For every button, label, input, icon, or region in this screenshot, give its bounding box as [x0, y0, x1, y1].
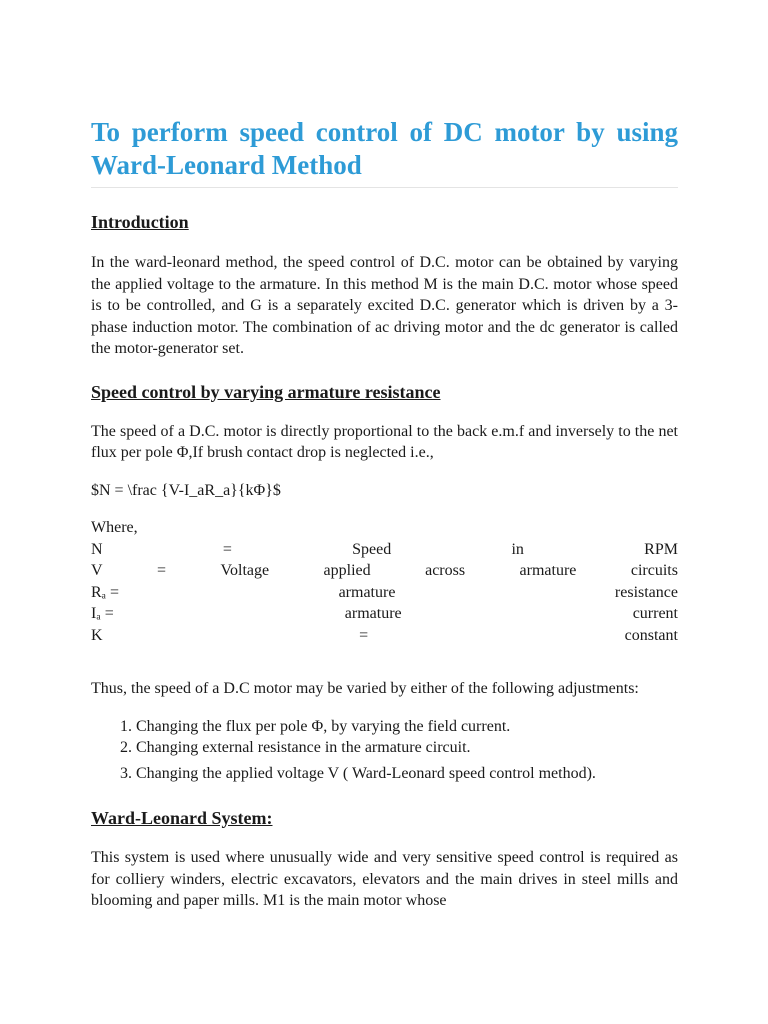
list-item: 3. Changing the applied voltage V ( Ward-Leonard speed control method).: [136, 763, 678, 785]
definition-word: armature: [338, 583, 396, 601]
definition-word: in: [511, 540, 524, 558]
definition-row-v: [91, 560, 678, 582]
definition-word: RPM: [644, 540, 678, 558]
definition-term: V: [91, 562, 103, 579]
adjustments-list: [91, 716, 678, 785]
definition-term: Rₐ =: [91, 583, 120, 601]
definition-word: constant: [624, 626, 678, 644]
definition-word: =: [359, 626, 369, 644]
introduction-heading: Introduction: [91, 212, 189, 232]
speed-control-paragraph: The speed of a D.C. motor is directly proportional to the back e.m.f and inversely to the net flux per pole Φ,If brush contact drop is neglected i.e.,: [91, 422, 678, 461]
definitions-list: [91, 539, 678, 647]
definition-row-n: [91, 539, 678, 561]
definition-word: =: [157, 562, 167, 579]
definition-word: Speed: [352, 540, 392, 558]
speed-formula: $N = \frac {V-I_aR_a}{kΦ}$: [91, 481, 281, 499]
definition-word: =: [222, 540, 232, 558]
speed-control-heading: Speed control by varying armature resistance: [91, 381, 441, 402]
definition-row-ia: [91, 603, 678, 625]
definition-row-ra: [91, 582, 678, 604]
definition-word: circuits: [630, 562, 678, 579]
definition-word: applied: [323, 562, 371, 579]
definition-word: resistance: [614, 583, 678, 601]
introduction-paragraph: In the ward-leonard method, the speed control of D.C. motor can be obtained by varying the applied voltage to the armature. In this method M is the main D.C. motor whose speed is to be controlled, and G is a separately excited D.C. generator which is driven by a 3-phase induction motor. The combination of ac driving motor and the dc generator is called the motor-generator set.: [91, 254, 678, 357]
list-item: 1. Changing the flux per pole Φ, by varying the field current.: [136, 716, 678, 738]
where-label: Where,: [91, 519, 138, 536]
ward-leonard-paragraph: This system is used where unusually wide and very sensitive speed control is required as for colliery winders, electric excavators, elevators and the main drives in steel mills and blooming and paper mills. M1 is the main motor whose: [91, 849, 678, 909]
definition-row-k: [91, 625, 678, 647]
definition-term: K: [91, 626, 103, 644]
document-content: [91, 116, 678, 912]
definition-term: N: [91, 540, 103, 558]
adjustments-paragraph: Thus, the speed of a D.C motor may be varied by either of the following adjustments:: [91, 680, 639, 697]
definition-word: Voltage: [220, 562, 270, 579]
definition-word: armature: [344, 605, 402, 622]
definition-word: across: [425, 562, 466, 579]
list-item: 2. Changing external resistance in the armature circuit.: [136, 737, 678, 759]
title-divider: [91, 187, 678, 188]
page-title: To perform speed control of DC motor by using Ward-Leonard Method: [91, 117, 678, 180]
definition-term: Iₐ =: [91, 605, 114, 622]
definition-word: armature: [519, 562, 577, 579]
definition-word: current: [632, 605, 678, 622]
ward-leonard-heading: Ward-Leonard System:: [91, 808, 273, 828]
